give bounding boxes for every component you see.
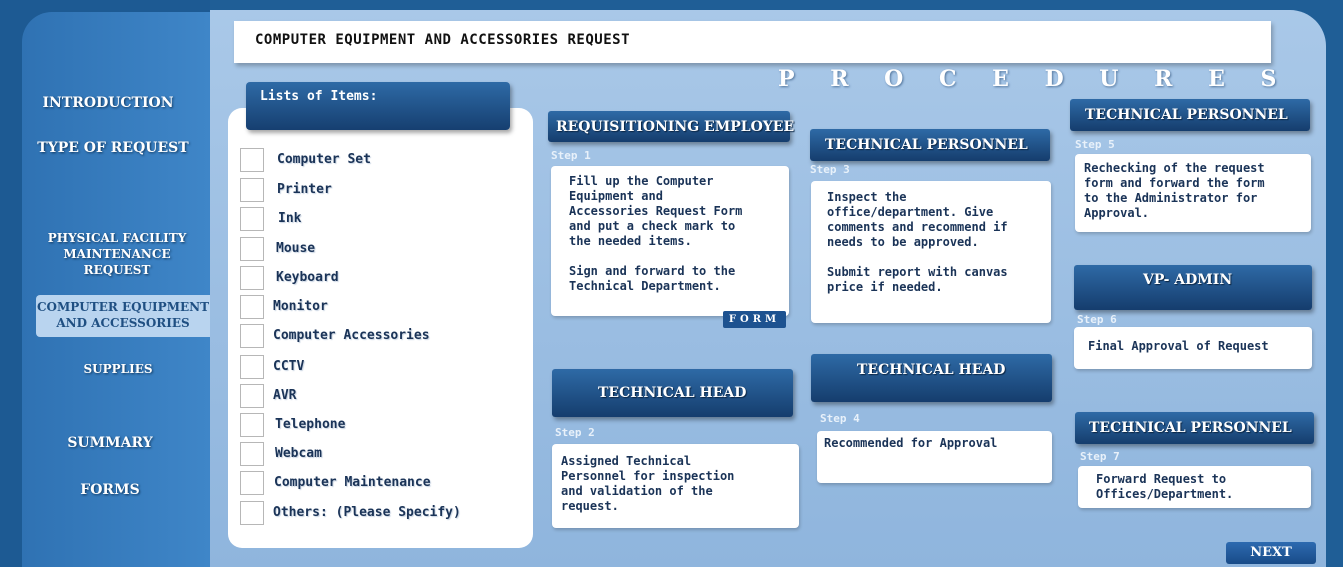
checkbox[interactable]: [240, 266, 264, 290]
step-3-box: Inspect the office/department. Give comments and recommend if needs to be approved. Submit report with canvas price if needed.: [811, 181, 1051, 323]
checkbox[interactable]: [240, 384, 264, 408]
vp-admin-heading: [1074, 265, 1312, 310]
heading-label: TECHNICAL PERSONNEL: [1085, 107, 1288, 123]
step-7-box: Forward Request to Offices/Department.: [1078, 466, 1311, 508]
sidebar-item-physical-facility[interactable]: PHYSICAL FACILITY MAINTENANCE REQUEST: [47, 231, 187, 277]
checkbox[interactable]: [240, 148, 264, 172]
heading-label: TECHNICAL HEAD: [857, 362, 1006, 378]
step-1-label: Step 1: [551, 149, 591, 162]
requisitioning-employee-heading: [548, 111, 795, 142]
item-label: Others: (Please Specify): [273, 505, 461, 520]
checkbox[interactable]: [240, 178, 264, 202]
heading-label: TECHNICAL PERSONNEL: [1089, 420, 1292, 436]
heading-label: TECHNICAL PERSONNEL: [825, 137, 1028, 153]
sidebar-item-type-of-request[interactable]: TYPE OF REQUEST: [37, 140, 189, 156]
heading-label: TECHNICAL HEAD: [598, 385, 747, 401]
item-label: Mouse: [276, 241, 316, 256]
checkbox[interactable]: [240, 295, 264, 319]
item-label: Ink: [278, 211, 302, 226]
step-6-box: Final Approval of Request: [1074, 327, 1312, 369]
technical-personnel-heading-1: [810, 129, 1050, 161]
sidebar-item-introduction[interactable]: INTRODUCTION: [42, 95, 174, 111]
technical-head-heading-1: [552, 369, 793, 417]
item-label: Telephone: [275, 417, 346, 432]
item-label: Monitor: [273, 299, 328, 314]
step-4-box: Recommended for Approval: [817, 431, 1052, 483]
sidebar-item-forms[interactable]: FORMS: [80, 482, 140, 498]
checkbox[interactable]: [240, 237, 264, 261]
step-4-label: Step 4: [820, 412, 860, 425]
step-7-label: Step 7: [1080, 450, 1120, 463]
technical-head-heading-2: [811, 354, 1052, 402]
checkbox[interactable]: [240, 207, 264, 231]
step-1-box: Fill up the Computer Equipment and Accessories Request Form and put a check mark to the needed items. Sign and forward to the Technical Department.: [551, 166, 789, 316]
procedures-title: P R O C E D U R E S: [778, 66, 1291, 92]
checkbox[interactable]: [240, 355, 264, 379]
step-3-label: Step 3: [810, 163, 850, 176]
item-label: Keyboard: [276, 270, 339, 285]
checkbox[interactable]: [240, 324, 264, 348]
sidebar-item-supplies[interactable]: SUPPLIES: [83, 362, 153, 376]
checkbox[interactable]: [240, 501, 264, 525]
items-list-title: Lists of Items:: [260, 89, 378, 104]
item-label: CCTV: [273, 359, 305, 374]
items-list-header: [246, 82, 510, 130]
step-6-label: Step 6: [1077, 313, 1117, 326]
next-button[interactable]: NEXT: [1226, 542, 1316, 564]
checkbox[interactable]: [240, 413, 264, 437]
step-2-label: Step 2: [555, 426, 595, 439]
step-5-label: Step 5: [1075, 138, 1115, 151]
heading-label: VP- ADMIN: [1143, 272, 1233, 288]
page-title: COMPUTER EQUIPMENT AND ACCESSORIES REQUEST: [255, 32, 631, 48]
step-2-box: Assigned Technical Personnel for inspection and validation of the request.: [552, 444, 799, 528]
sidebar-item-computer-equipment[interactable]: COMPUTER EQUIPMENT AND ACCESSORIES: [36, 295, 210, 337]
technical-personnel-heading-3: [1075, 412, 1314, 444]
technical-personnel-heading-2: [1070, 99, 1310, 131]
item-label: AVR: [273, 388, 297, 403]
item-label: Webcam: [275, 446, 322, 461]
page-title-bar: [234, 21, 1271, 63]
step-5-box: Rechecking of the request form and forward the form to the Administrator for Approval.: [1075, 154, 1311, 232]
item-label: Computer Maintenance: [274, 475, 431, 490]
checkbox[interactable]: [240, 442, 264, 466]
checkbox[interactable]: [240, 471, 264, 495]
form-button[interactable]: FORM: [723, 311, 786, 328]
sidebar-item-summary[interactable]: SUMMARY: [67, 435, 153, 451]
item-label: Computer Accessories: [273, 328, 430, 343]
item-label: Computer Set: [277, 152, 371, 167]
heading-label: REQUISITIONING EMPLOYEE: [556, 118, 795, 135]
item-label: Printer: [277, 182, 332, 197]
